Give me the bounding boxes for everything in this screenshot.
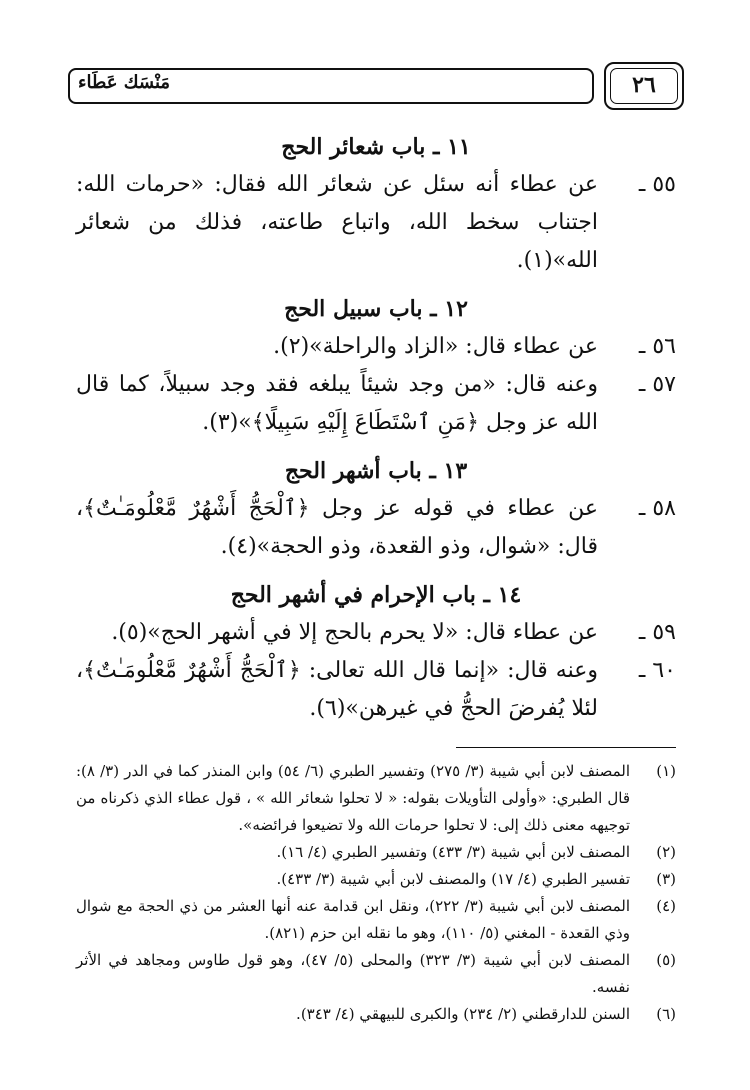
footnote-text: المصنف لابن أبي شيبة (٣/ ٢٧٥) وتفسير الطبري (٦/ ٥٤) وابن المنذر كما في الدر (٣/ ٨): قال الطبري: «وأولى التأويلات بقوله: « لا تحلوا شعائر الله » ، قول عطاء الذي ذكرناه من توجيهه معنى ذلك إلى: لا تحلوا حرمات الله ولا تضيعوا فرائضه». <box>76 762 631 834</box>
entry-text: عن عطاء قال: «الزاد والراحلة»(٢). <box>273 334 598 359</box>
section-heading: ١٢ ـ باب سبيل الحج <box>284 296 468 322</box>
main-text <box>76 128 676 728</box>
entry-56 <box>76 328 676 366</box>
footnote-4 <box>76 893 676 947</box>
footnote-text: المصنف لابن أبي شيبة (٣/ ٤٣٣) وتفسير الطبري (٤/ ١٦). <box>276 843 630 861</box>
footnote-6 <box>76 1001 676 1028</box>
entry-57 <box>76 366 676 442</box>
footnote-1 <box>76 758 676 839</box>
entry-text: وعنه قال: «من وجد شيئاً يبلغه فقد وجد سبيلاً، كما قال الله عز وجل ﴿مَنِ ٱسْتَطَاعَ إِلَيْهِ سَبِيلًا﴾»(٣). <box>76 372 598 435</box>
entry-59 <box>76 614 676 652</box>
footnote-number: (٤) <box>656 897 676 915</box>
footnotes <box>76 758 676 1028</box>
entry-number: ٥٩ ـ <box>638 620 676 645</box>
footnote-text: تفسير الطبري (٤/ ١٧) والمصنف لابن أبي شيبة (٣/ ٤٣٣). <box>276 870 630 888</box>
footnote-2 <box>76 839 676 866</box>
page-number-frame <box>604 62 684 110</box>
entry-text: وعنه قال: «إنما قال الله تعالى: ﴿ٱلْحَجُّ أَشْهُرٌ مَّعْلُومَـٰتٌ﴾، لئلا يُفرضَ الحجُّ في غيرهن»(٦). <box>76 658 598 721</box>
section-heading: ١١ ـ باب شعائر الحج <box>281 134 471 160</box>
footnote-text: السنن للدارقطني (٢/ ٢٣٤) والكبرى للبيهقي (٤/ ٣٤٣). <box>296 1005 630 1023</box>
footnote-text: المصنف لابن أبي شيبة (٣/ ٢٢٢)، ونقل ابن قدامة عنه أنها العشر من ذي الحجة مع شوال وذي القعدة - المغني (٥/ ١١٠)، وهو ما نقله ابن حزم (٨٢١). <box>76 897 630 942</box>
footnote-number: (٣) <box>656 870 676 888</box>
footnote-number: (٢) <box>656 843 676 861</box>
entry-text: عن عطاء في قوله عز وجل ﴿ٱلْحَجُّ أَشْهُرٌ مَّعْلُومَـٰتٌ﴾، قال: «شوال، وذو القعدة، وذو الحجة»(٤). <box>76 496 598 559</box>
running-title: مَنْسَك عَطَاء <box>78 72 171 93</box>
footnote-number: (٥) <box>656 951 676 969</box>
entry-58 <box>76 490 676 566</box>
section-heading: ١٤ ـ باب الإحرام في أشهر الحج <box>230 582 522 608</box>
entry-number: ٥٥ ـ <box>638 172 676 197</box>
footnote-5 <box>76 947 676 1001</box>
footnote-separator <box>456 747 676 748</box>
entry-text: عن عطاء أنه سئل عن شعائر الله فقال: «حرمات الله: اجتناب سخط الله، واتباع طاعته، فذلك من شعائر الله»(١). <box>76 172 598 273</box>
footnote-number: (٦) <box>656 1005 676 1023</box>
entry-55 <box>76 166 676 280</box>
section-heading: ١٣ ـ باب أشهر الحج <box>284 458 468 484</box>
page-number: ٢٦ <box>632 72 656 98</box>
entry-number: ٥٨ ـ <box>638 496 676 521</box>
footnote-text: المصنف لابن أبي شيبة (٣/ ٣٢٣) والمحلى (٥/ ٤٧)، وهو قول طاوس ومجاهد في الأثر نفسه. <box>76 951 630 996</box>
entry-number: ٦٠ ـ <box>638 658 676 683</box>
entry-60 <box>76 652 676 728</box>
entry-number: ٥٧ ـ <box>638 372 676 397</box>
footnote-number: (١) <box>656 762 676 780</box>
entry-number: ٥٦ ـ <box>638 334 676 359</box>
running-title-frame <box>68 68 594 104</box>
entry-text: عن عطاء قال: «لا يحرم بالحج إلا في أشهر الحج»(٥). <box>111 620 598 645</box>
footnote-3 <box>76 866 676 893</box>
page-header <box>68 62 684 114</box>
